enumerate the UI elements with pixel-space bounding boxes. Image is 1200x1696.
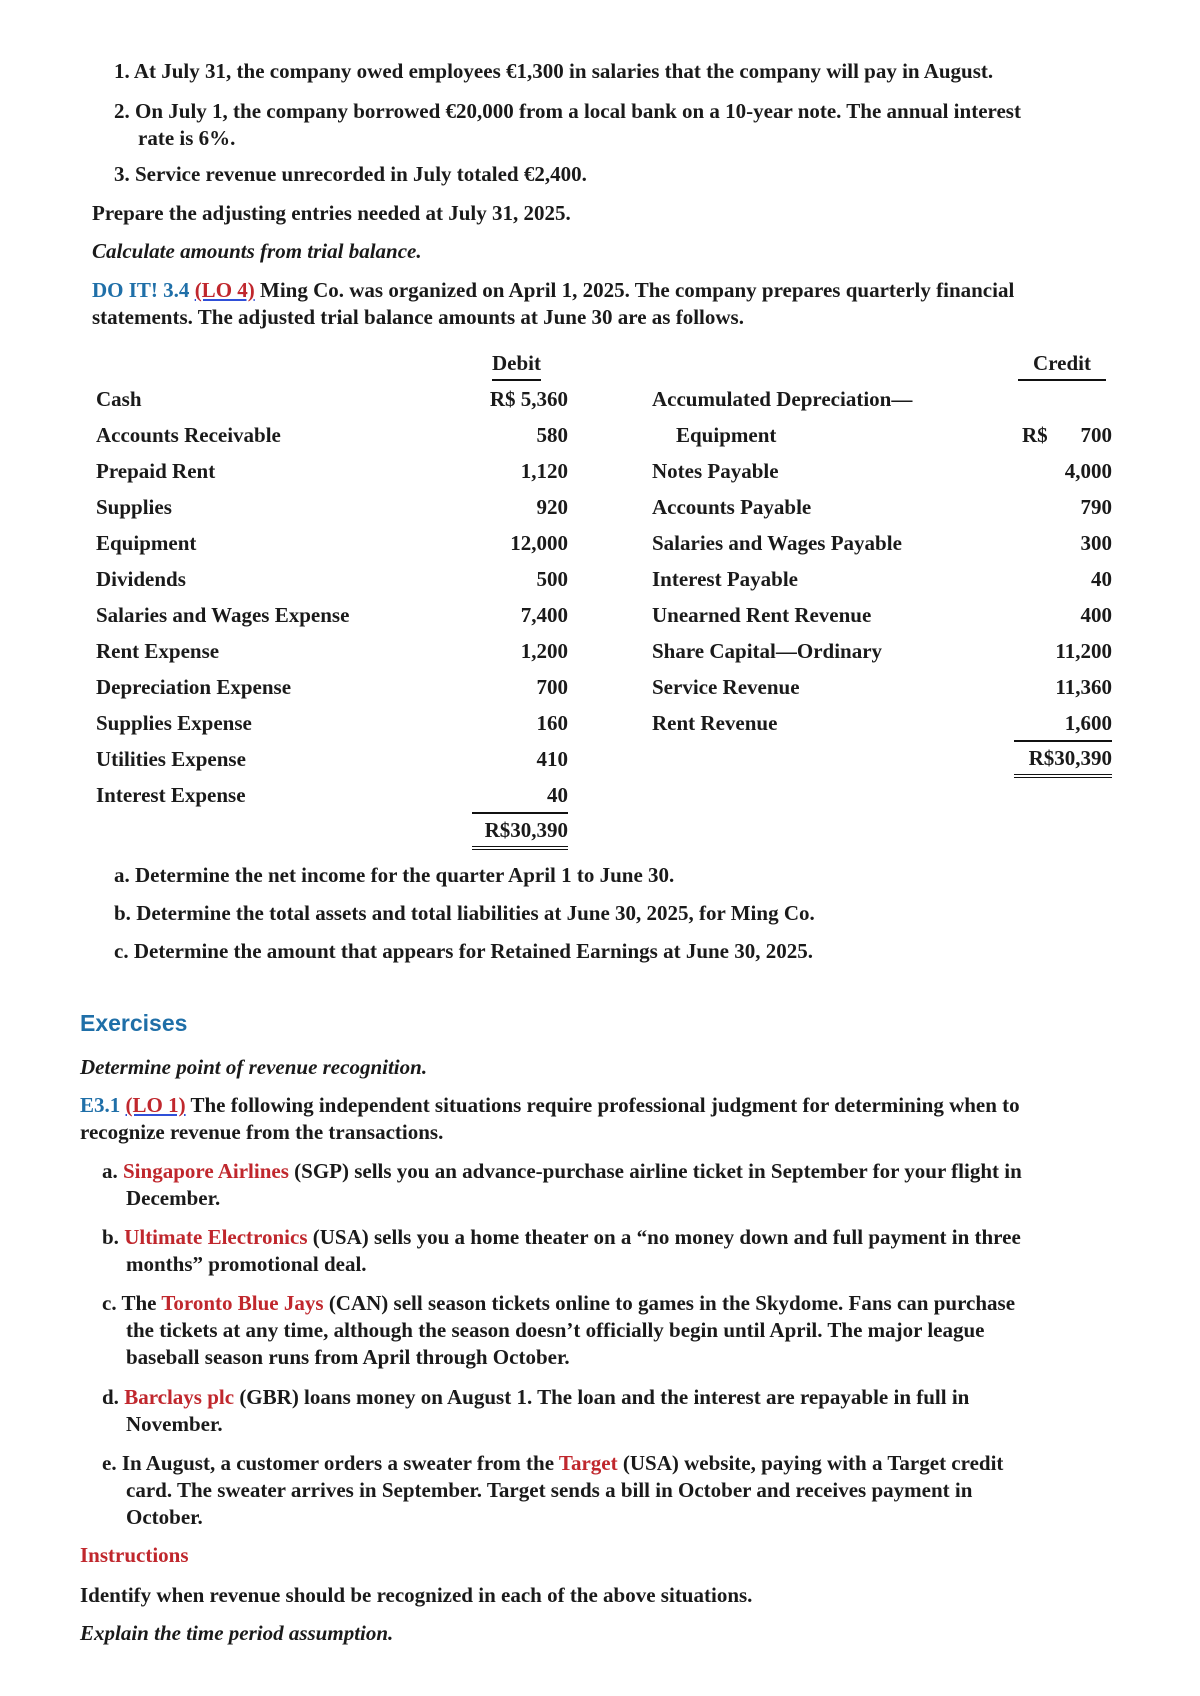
debit-amount: 160 [536, 711, 568, 735]
debit-amount: 700 [536, 675, 568, 699]
situation-c-cont: the tickets at any time, although the season doesn’t officially begin until April. The major league [126, 1318, 985, 1342]
company-link[interactable]: Singapore Airlines [123, 1159, 289, 1183]
debit-account: Utilities Expense [96, 747, 246, 771]
credit-amount: 790 [1080, 495, 1112, 519]
situation-a-cont: December. [126, 1186, 221, 1210]
debit-amount: 500 [536, 567, 568, 591]
do-it-question-b: b. Determine the total assets and total liabilities at June 30, 2025, for Ming Co. [114, 901, 815, 925]
debit-amount: 40 [547, 783, 568, 807]
credit-amount: 1,600 [1064, 711, 1112, 735]
do-it-question-a: a. Determine the net income for the quarter April 1 to June 30. [114, 863, 675, 887]
list-item-3: 3. Service revenue unrecorded in July totaled €2,400. [114, 162, 587, 186]
time-period-heading: Explain the time period assumption. [80, 1621, 394, 1645]
situation-c: c. The Toronto Blue Jays (CAN) sell season tickets online to games in the Skydome. Fans can purchase [102, 1291, 1016, 1315]
credit-account: Unearned Rent Revenue [652, 603, 872, 627]
company-link[interactable]: Target [558, 1451, 618, 1475]
e31-label: E3.1 [80, 1093, 121, 1117]
credit-amount: 11,200 [1055, 639, 1112, 663]
credit-account: Notes Payable [652, 459, 779, 483]
revenue-recognition-heading: Determine point of revenue recognition. [80, 1055, 428, 1079]
company-link[interactable]: Toronto Blue Jays [161, 1291, 324, 1315]
do-it-intro-cont: statements. The adjusted trial balance amounts at June 30 are as follows. [92, 305, 744, 329]
debit-account: Depreciation Expense [96, 675, 292, 699]
e31-intro: E3.1 (LO 1) The following independent situations require professional judgment for determining when to [80, 1093, 1020, 1117]
list-item-2: 2. On July 1, the company borrowed €20,000 from a local bank on a 10-year note. The annual interest [114, 99, 1021, 123]
credit-account: Service Revenue [652, 675, 800, 699]
situation-b: b. Ultimate Electronics (USA) sells you a home theater on a “no money down and full payment in three [102, 1225, 1021, 1249]
credit-amount: 300 [1080, 531, 1112, 555]
credit-total: R$30,390 [1014, 740, 1112, 778]
debit-account: Salaries and Wages Expense [96, 603, 350, 627]
exercises-heading: Exercises [80, 1010, 188, 1036]
credit-amount: 4,000 [1064, 459, 1112, 483]
instructions-text: Identify when revenue should be recognized in each of the above situations. [80, 1583, 753, 1607]
debit-amount: 12,000 [510, 531, 568, 555]
list-item-2-cont: rate is 6%. [138, 126, 236, 150]
company-link[interactable]: Ultimate Electronics [124, 1225, 308, 1249]
debit-account: Rent Expense [96, 639, 220, 663]
credit-amount-prefix: R$ [1022, 423, 1048, 447]
debit-amount: R$ 5,360 [489, 387, 568, 411]
debit-account: Cash [96, 387, 142, 411]
situation-d-cont: November. [126, 1412, 223, 1436]
credit-account: Interest Payable [652, 567, 799, 591]
debit-amount: 1,120 [520, 459, 568, 483]
situation-a: a. Singapore Airlines (SGP) sells you an advance-purchase airline ticket in September for your flight in [102, 1159, 1022, 1183]
debit-amount: 580 [536, 423, 568, 447]
do-it-label: DO IT! 3.4 [92, 278, 190, 302]
debit-account: Interest Expense [96, 783, 246, 807]
debit-amount: 1,200 [520, 639, 568, 663]
debit-account: Equipment [96, 531, 197, 555]
credit-amount: 11,360 [1055, 675, 1112, 699]
credit-amount: 700 [1080, 423, 1112, 447]
credit-account: Share Capital—Ordinary [652, 639, 883, 663]
credit-account: Accumulated Depreciation— [652, 387, 913, 411]
situation-d: d. Barclays plc (GBR) loans money on August 1. The loan and the interest are repayable in full in [102, 1385, 970, 1409]
credit-header: Credit [1018, 350, 1106, 381]
instructions-heading: Instructions [80, 1543, 189, 1567]
debit-total: R$30,390 [472, 812, 568, 850]
debit-account: Accounts Receivable [96, 423, 281, 447]
debit-amount: 920 [536, 495, 568, 519]
credit-account: Accounts Payable [652, 495, 812, 519]
situation-c-cont: baseball season runs from April through October. [126, 1345, 570, 1369]
do-it-lo-link[interactable]: (LO 4) [194, 278, 255, 302]
situation-e-cont: October. [126, 1505, 203, 1529]
credit-amount: 40 [1091, 567, 1112, 591]
company-link[interactable]: Barclays plc [124, 1385, 235, 1409]
e31-lo-link[interactable]: (LO 1) [125, 1093, 186, 1117]
debit-amount: 7,400 [520, 603, 568, 627]
situation-e-cont: card. The sweater arrives in September. Target sends a bill in October and receives payment in [126, 1478, 973, 1502]
e31-intro-cont: recognize revenue from the transactions. [80, 1120, 444, 1144]
do-it-question-c: c. Determine the amount that appears for Retained Earnings at June 30, 2025. [114, 939, 813, 963]
credit-amount: 400 [1080, 603, 1112, 627]
debit-account: Dividends [96, 567, 186, 591]
debit-account: Supplies [96, 495, 172, 519]
debit-account: Supplies Expense [96, 711, 252, 735]
credit-account: Rent Revenue [652, 711, 778, 735]
do-it-intro: DO IT! 3.4 (LO 4) Ming Co. was organized on April 1, 2025. The company prepares quarterly financial [92, 278, 1015, 302]
debit-amount: 410 [536, 747, 568, 771]
situation-e: e. In August, a customer orders a sweater from the Target (USA) website, paying with a Target credit [102, 1451, 1004, 1475]
credit-account: Equipment [676, 423, 777, 447]
calc-heading: Calculate amounts from trial balance. [92, 239, 422, 263]
situation-b-cont: months” promotional deal. [126, 1252, 367, 1276]
debit-account: Prepaid Rent [96, 459, 216, 483]
debit-header: Debit [492, 350, 541, 381]
credit-account: Salaries and Wages Payable [652, 531, 902, 555]
prepare-text: Prepare the adjusting entries needed at July 31, 2025. [92, 201, 571, 225]
list-item-1: 1. At July 31, the company owed employees €1,300 in salaries that the company will pay in August. [114, 59, 994, 83]
